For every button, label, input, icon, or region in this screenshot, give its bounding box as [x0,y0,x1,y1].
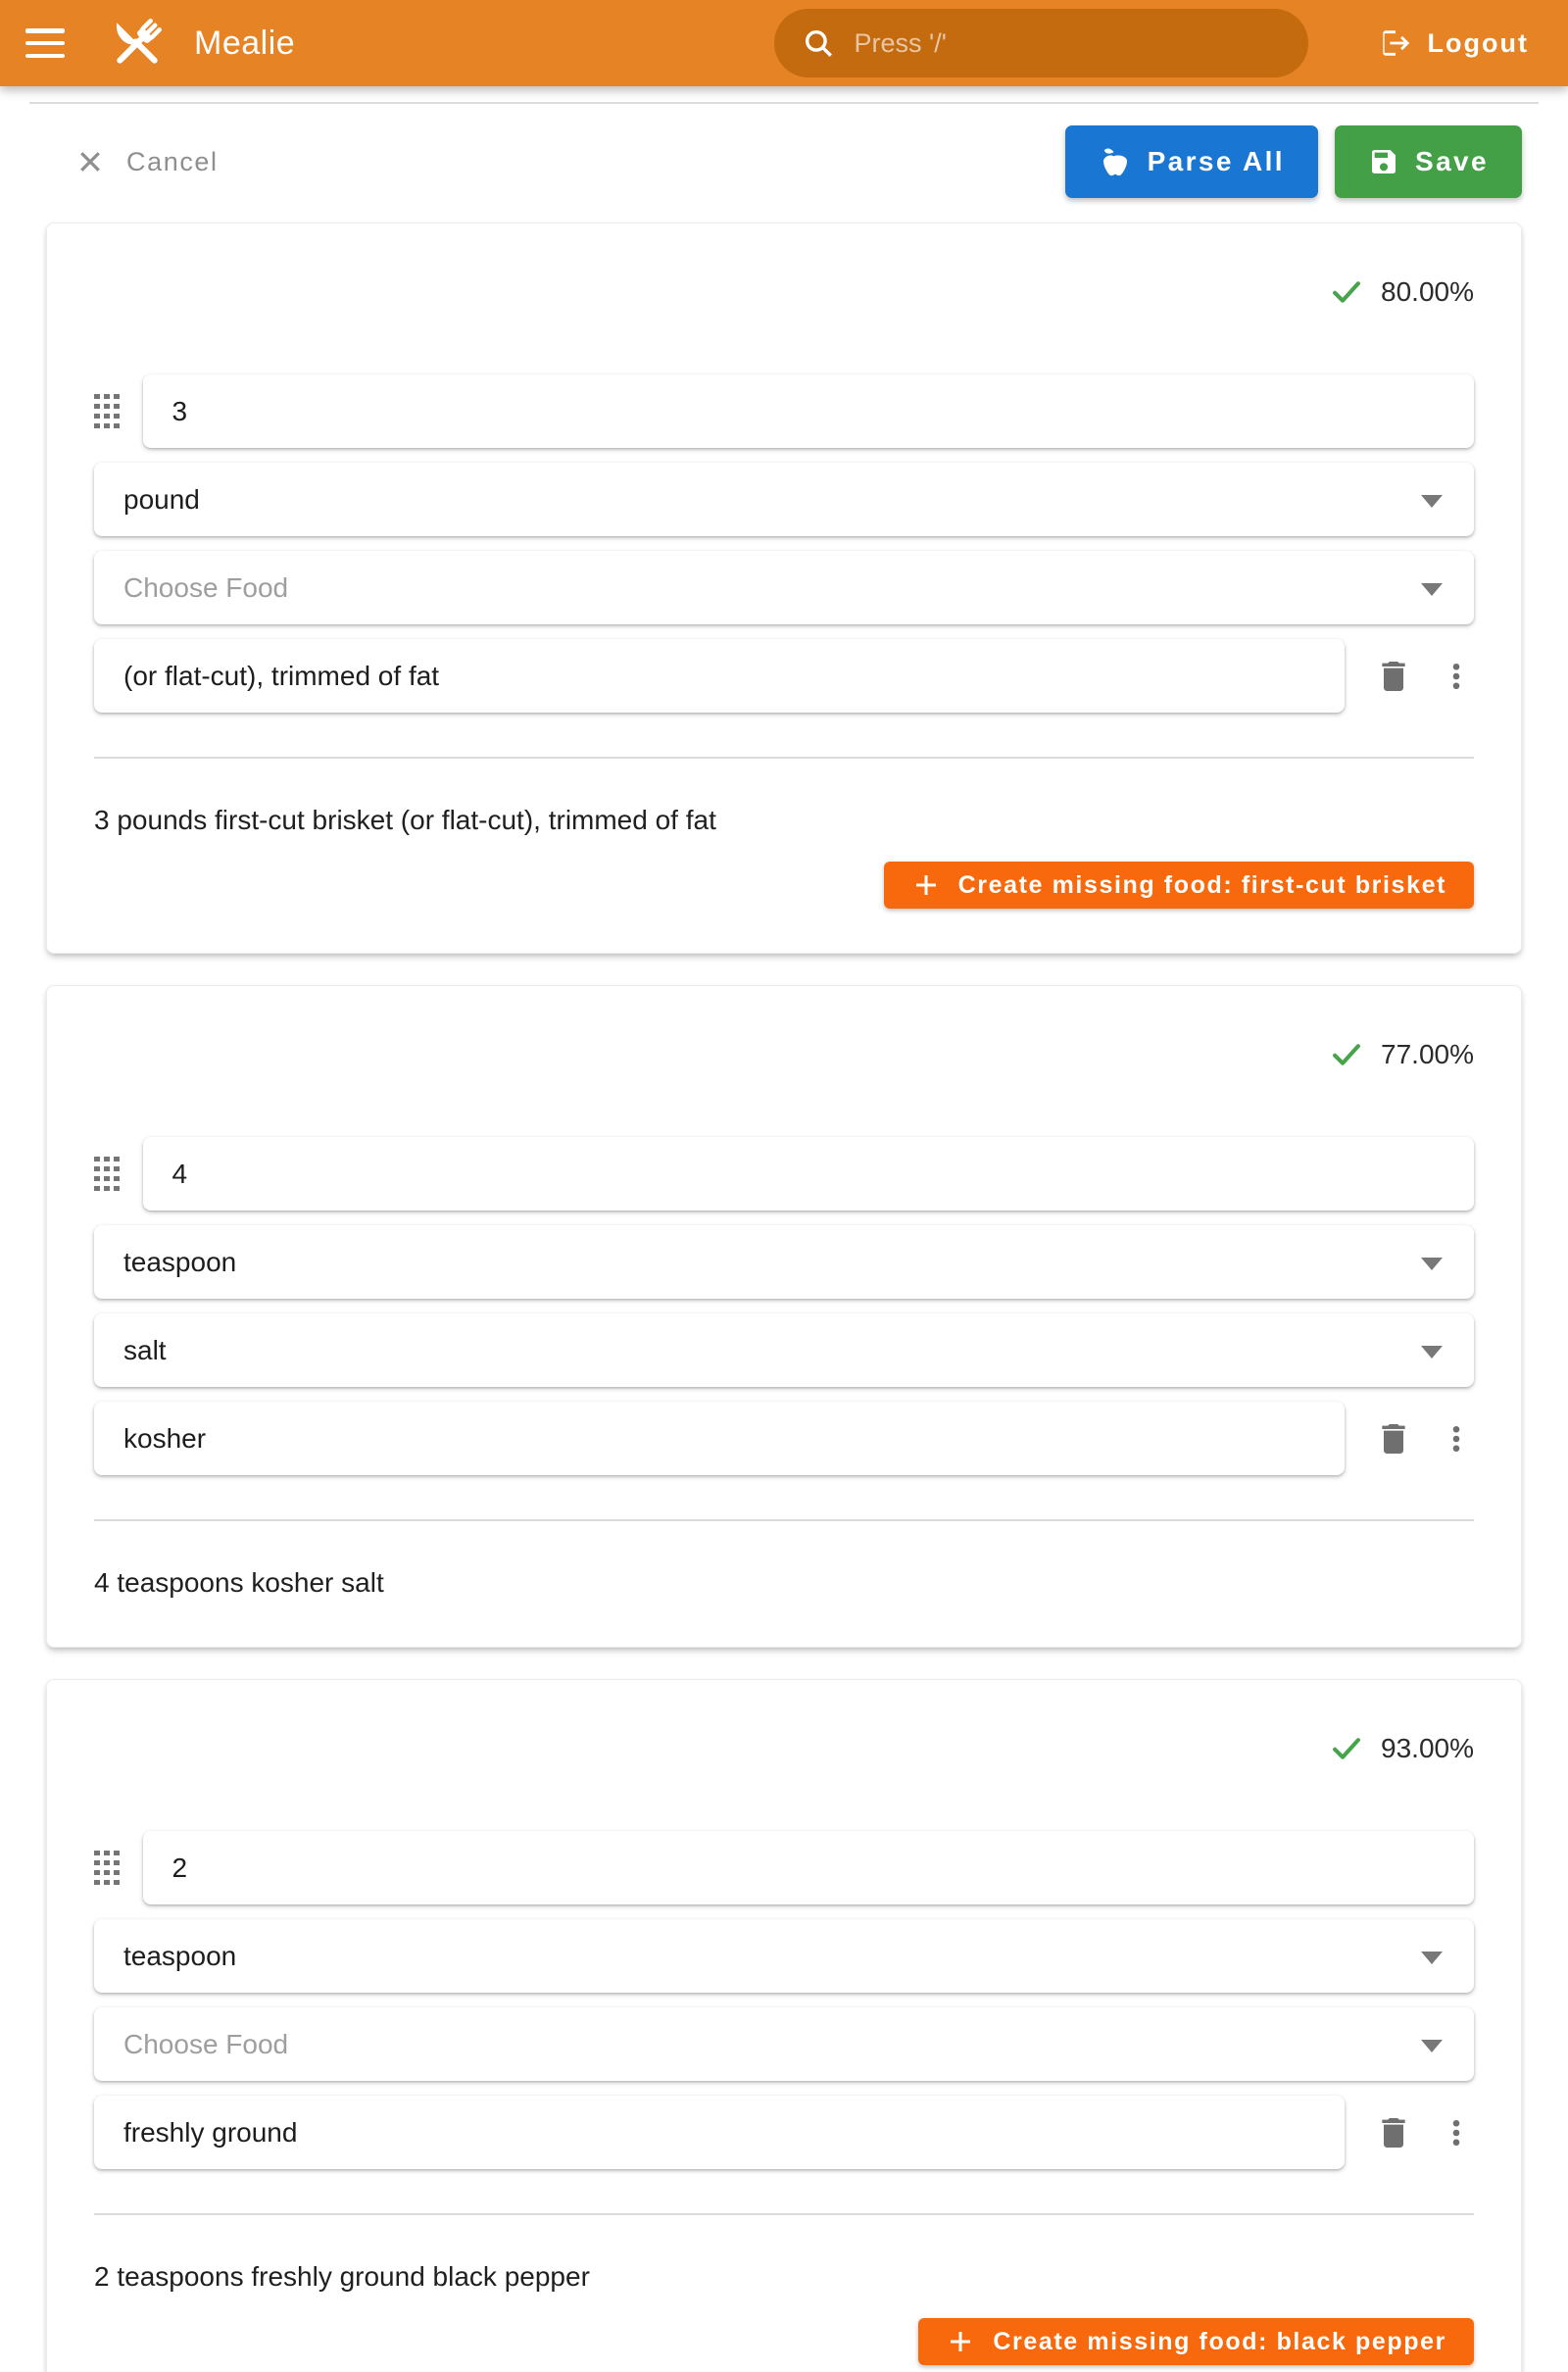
more-options-button[interactable] [1439,659,1474,694]
food-select[interactable] [94,2007,1474,2081]
quantity-input[interactable] [143,1831,1475,1904]
original-ingredient-text: 3 pounds first-cut brisket (or flat-cut), trimmed of fat [94,805,716,835]
original-ingredient-text: 4 teaspoons kosher salt [94,1567,384,1598]
unit-select-value[interactable] [94,1225,1474,1299]
note-field [94,1402,1345,1475]
close-icon [75,147,105,176]
quantity-field [143,1831,1475,1904]
ingredient-card [46,1679,1522,2372]
check-icon [1328,273,1365,311]
unit-select-value[interactable] [94,463,1474,536]
note-input[interactable] [94,2096,1345,2169]
drag-handle-icon[interactable] [94,1851,120,1886]
quantity-row [94,1137,1474,1211]
create-missing-food-label: Create missing food: first-cut brisket [957,870,1446,899]
card-divider [94,1519,1474,1521]
header-divider [29,102,1539,104]
app-title: Mealie [194,24,296,62]
confidence-value: 80.00% [1381,276,1474,307]
trash-icon [1374,657,1413,696]
cancel-button[interactable] [75,147,219,177]
confidence-row [94,272,1474,312]
food-select-value[interactable] [94,2007,1474,2081]
confidence-value: 93.00% [1381,1733,1474,1763]
unit-row [94,1919,1474,1993]
search-icon [802,26,835,60]
trash-icon [1374,1419,1413,1458]
ingredient-card [46,222,1522,954]
search-input[interactable] [855,28,1281,59]
quantity-field [143,1137,1475,1211]
more-options-button[interactable] [1439,1421,1474,1457]
quantity-field [143,374,1475,448]
unit-select[interactable] [94,463,1474,536]
delete-button[interactable] [1374,1419,1413,1458]
quantity-input[interactable] [143,374,1475,448]
chevron-down-icon [1421,2040,1443,2052]
parse-all-button[interactable] [1065,125,1318,198]
kebab-menu-icon [1439,659,1474,694]
search-bar[interactable] [774,9,1308,77]
apple-icon [1099,145,1132,178]
check-icon [1328,1730,1365,1767]
confidence-row [94,1035,1474,1074]
confidence-value: 77.00% [1381,1039,1474,1069]
kebab-menu-icon [1439,2115,1474,2150]
more-options-button[interactable] [1439,2115,1474,2150]
create-row [94,2318,1474,2365]
quantity-input[interactable] [143,1137,1475,1211]
original-ingredient-text: 2 teaspoons freshly ground black pepper [94,2261,590,2292]
food-select[interactable] [94,551,1474,624]
note-row [94,639,1474,713]
create-missing-food-label: Create missing food: black pepper [993,2327,1446,2355]
unit-row [94,1225,1474,1299]
parse-all-label: Parse All [1147,146,1285,176]
note-input[interactable] [94,639,1345,713]
unit-select[interactable] [94,1919,1474,1993]
save-icon [1368,146,1399,177]
note-field [94,639,1345,713]
mealie-logo-icon[interactable] [106,12,169,74]
quantity-row [94,1831,1474,1904]
food-select[interactable] [94,1313,1474,1387]
unit-row [94,463,1474,536]
unit-select[interactable] [94,1225,1474,1299]
quantity-row [94,374,1474,448]
create-missing-food-button[interactable] [884,862,1474,909]
logout-button[interactable] [1379,26,1529,60]
chevron-down-icon [1421,1346,1443,1359]
food-select-value[interactable] [94,551,1474,624]
food-row [94,1313,1474,1387]
chevron-down-icon [1421,1952,1443,1964]
note-field [94,2096,1345,2169]
food-row [94,551,1474,624]
chevron-down-icon [1421,495,1443,508]
create-missing-food-button[interactable] [918,2318,1474,2365]
unit-select-value[interactable] [94,1919,1474,1993]
cancel-label: Cancel [126,146,219,176]
note-row [94,1402,1474,1475]
save-label: Save [1415,146,1489,176]
chevron-down-icon [1421,583,1443,596]
card-divider [94,2213,1474,2215]
trash-icon [1374,2113,1413,2152]
delete-button[interactable] [1374,2113,1413,2152]
menu-icon[interactable] [25,28,65,58]
editor-toolbar [46,125,1522,198]
drag-handle-icon[interactable] [94,394,120,429]
check-icon [1328,1036,1365,1073]
plus-icon [911,870,941,900]
card-divider [94,757,1474,759]
ingredient-parser-list [0,198,1568,2372]
ingredient-card [46,985,1522,1648]
plus-icon [946,2327,975,2356]
save-button[interactable] [1335,125,1522,198]
food-row [94,2007,1474,2081]
kebab-menu-icon [1439,1421,1474,1457]
app-header [0,0,1568,86]
delete-button[interactable] [1374,657,1413,696]
create-row [94,862,1474,909]
note-row [94,2096,1474,2169]
logout-icon [1379,26,1412,60]
chevron-down-icon [1421,1258,1443,1270]
food-select-value[interactable] [94,1313,1474,1387]
drag-handle-icon[interactable] [94,1157,120,1192]
confidence-row [94,1729,1474,1768]
note-input[interactable] [94,1402,1345,1475]
logout-label: Logout [1427,27,1529,58]
